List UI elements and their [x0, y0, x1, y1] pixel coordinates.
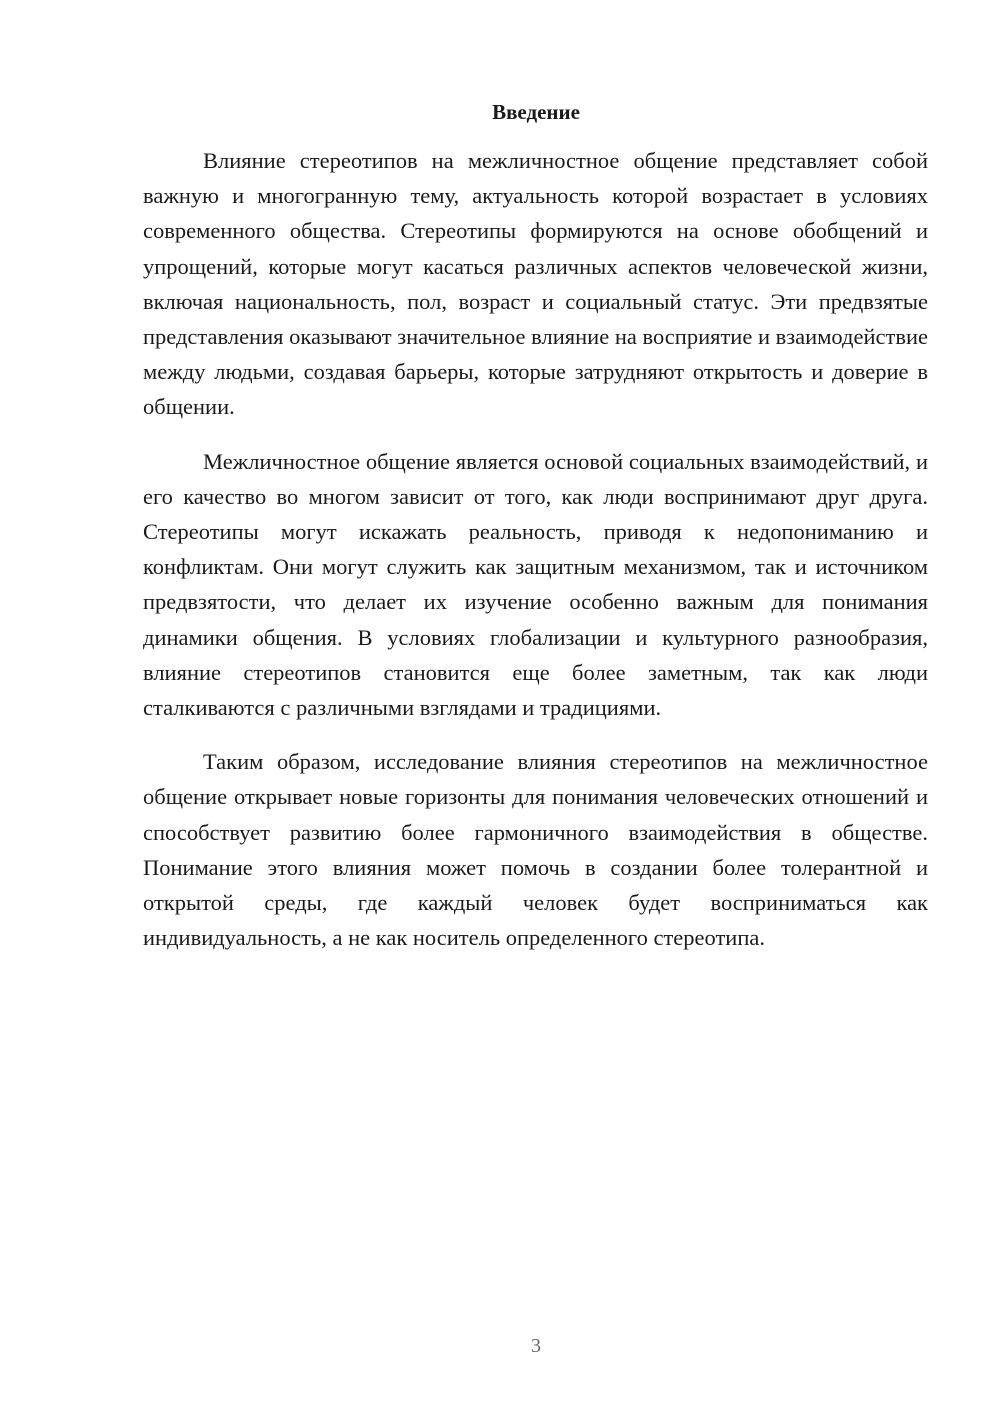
- section-body: [143, 143, 928, 955]
- paragraph-1: Влияние стереотипов на межличностное общение представляет собой важную и многогранную тему, актуальность которой возрастает в условиях современного общества. Стереотипы формируются на основе обобщений и упрощений, которые могут касаться различных аспектов человеческой жизни, включая национальность, пол, возраст и социальный статус. Эти предвзятые представления оказывают значительное влияние на восприятие и взаимодействие между людьми, создавая барьеры, которые затрудняют открытость и доверие в общении.: [143, 148, 928, 420]
- paragraph-2: Межличностное общение является основой социальных взаимодействий, и его качество во многом зависит от того, как люди воспринимают друг друга. Стереотипы могут искажать реальность, приводя к недопониманию и конфликтам. Они могут служить как защитным механизмом, так и источником предвзятости, что делает их изучение особенно важным для понимания динамики общения. В условиях глобализации и культурного разнообразия, влияние стереотипов становится еще более заметным, так как люди сталкиваются с различными взглядами и традициями.: [143, 448, 928, 721]
- paragraph-3: Таким образом, исследование влияния стереотипов на межличностное общение открывает новые горизонты для понимания человеческих отношений и способствует развитию более гармоничного взаимодействия в обществе. Понимание этого влияния может помочь в создании более толерантной и открытой среды, где каждый человек будет восприниматься как индивидуальность, а не как носитель определенного стереотипа.: [143, 749, 928, 951]
- section-title: Введение: [492, 100, 580, 124]
- page-number: 3: [531, 1335, 541, 1357]
